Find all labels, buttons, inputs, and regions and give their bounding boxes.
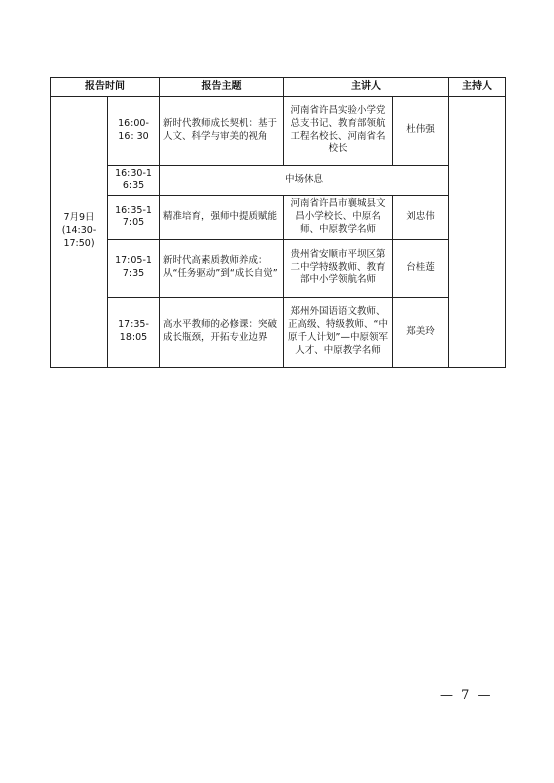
speaker-title-cell: 郑州外国语语文教师、正高级、特级教师、“中原千人计划”—中原领军人才、中原教学名师 [284,297,393,367]
table-row [51,165,506,196]
header-host: 主持人 [449,78,506,97]
speaker-name-cell: 郑美玲 [393,297,449,367]
break-cell: 中场休息 [160,165,449,196]
date-cell: 7月9日 (14:30- 17:50) [51,96,108,367]
page-number: — 7 — [440,688,493,703]
speaker-name-cell: 杜伟强 [393,96,449,165]
topic-cell: 精准培育，强师中提质赋能 [160,196,284,239]
header-speaker: 主讲人 [284,78,449,97]
header-topic: 报告主题 [160,78,284,97]
speaker-title-cell: 河南省许昌实验小学党总支书记、教育部领航工程名校长、河南省名校长 [284,96,393,165]
header-time: 报告时间 [51,78,160,97]
topic-cell: 新时代高素质教师养成：从“任务驱动”到“成长自觉” [160,239,284,297]
speaker-title-cell: 河南省许昌市襄城县文昌小学校长、中原名师、中原教学名师 [284,196,393,239]
time-cell: 17:05-1 7:35 [108,239,160,297]
table-row [51,96,506,165]
host-cell [449,96,506,367]
speaker-name-cell: 刘忠伟 [393,196,449,239]
table-row [51,196,506,239]
topic-cell: 高水平教师的必修课：突破成长瓶颈，开拓专业边界 [160,297,284,367]
table-row [51,297,506,367]
time-cell: 16:35-1 7:05 [108,196,160,239]
time-cell: 17:35- 18:05 [108,297,160,367]
table-row [51,239,506,297]
speaker-title-cell: 贵州省安顺市平坝区第二中学特级教师、教育部中小学领航名师 [284,239,393,297]
speaker-name-cell: 台桂莲 [393,239,449,297]
table-header-row [51,78,506,97]
time-cell: 16:00- 16: 30 [108,96,160,165]
topic-cell: 新时代教师成长契机：基于人文、科学与审美的视角 [160,96,284,165]
schedule-table [50,77,506,368]
time-cell: 16:30-1 6:35 [108,165,160,196]
